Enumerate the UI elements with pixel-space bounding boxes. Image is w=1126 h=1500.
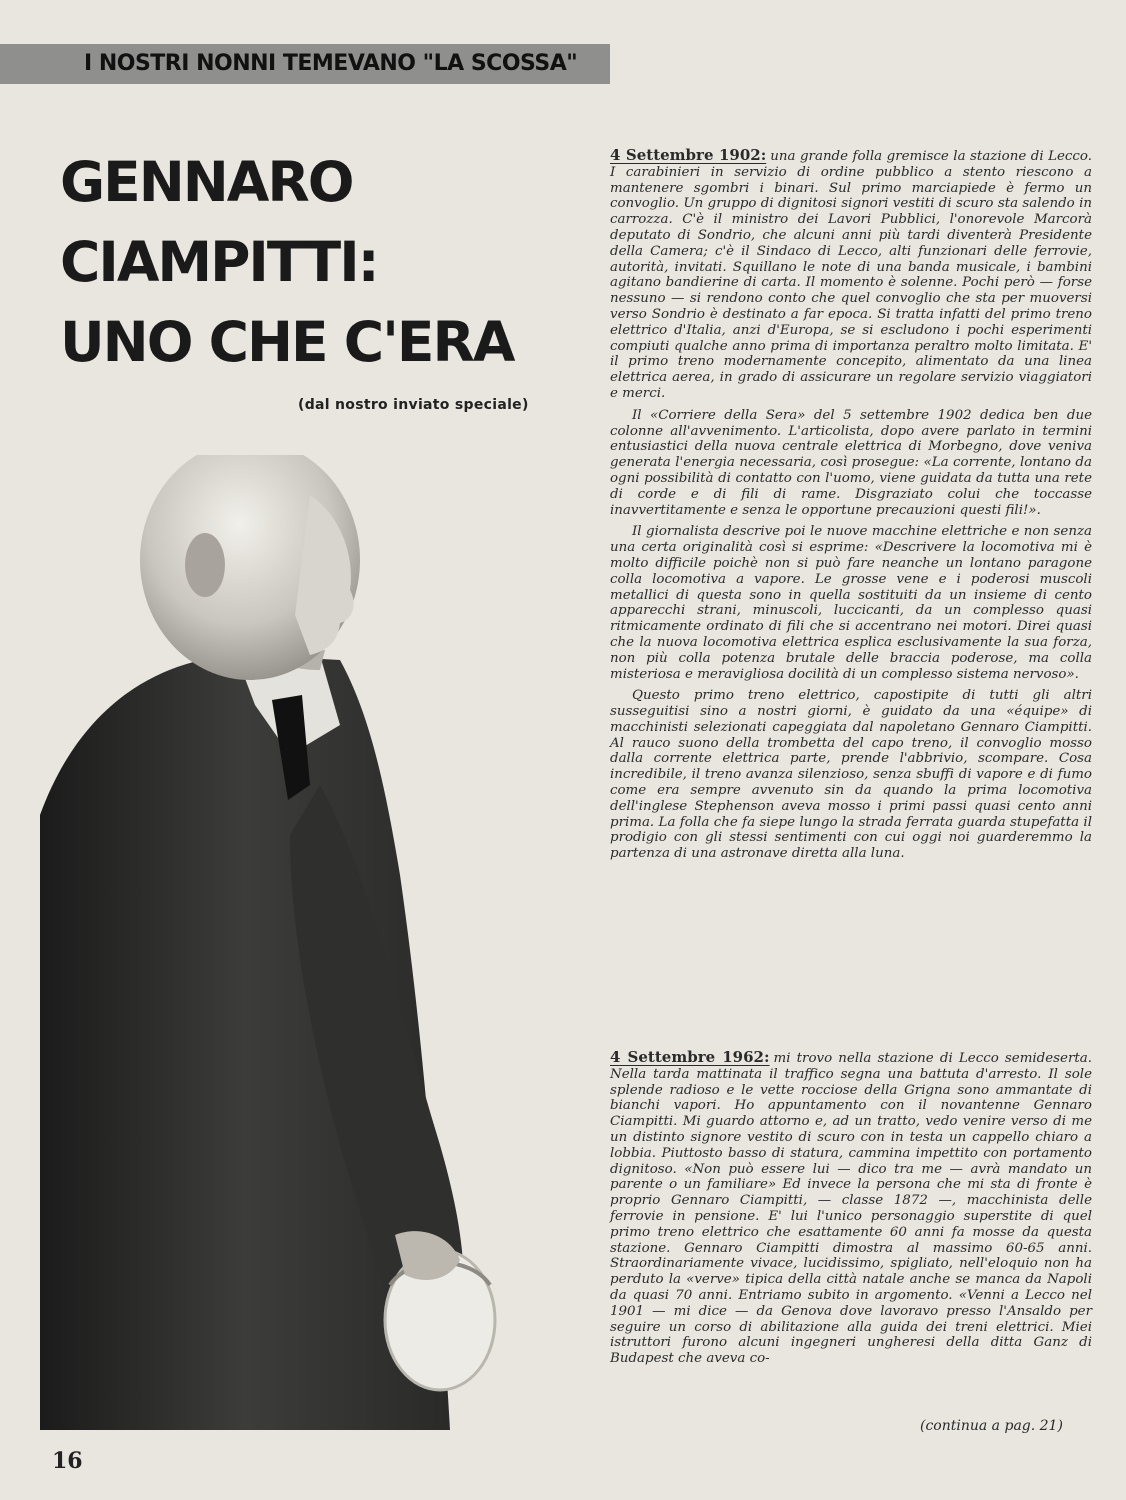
article-paragraph [610, 148, 1092, 402]
paragraph-text: una grande folla gremisce la stazione di Lecco. I carabinieri in servizio di ordine pubblico a stento riescono a mantenere sgombri i binari. Sul primo marciapiede è fermo un convoglio. Un gruppo di dignitosi signori vestiti di scuro sta salendo in carrozza. C'è il ministro dei Lavori Pubblici, l'onorevole Marcorà deputato di Sondrio, che alcuni anni più tardi diventerà Presidente della Camera; c'è il Sindaco di Lecco, alti funzionari delle ferrovie, autorità, invitati. Squillano le note di una banda musicale, i bambini agitano bandierine di carta. Il momento è solenne. Pochi però — forse nessuno — si rendono conto che quel convoglio che sta per muoversi verso Sondrio è destinato a far epoca. Si tratta infatti del primo treno elettrico d'Italia, anzi d'Europa, se si escludono i pochi esperimenti compiuti qualche anno prima di importanza peraltro molto limitata. E' il primo treno modernamente concepito, alimentato da una linea elettrica aerea, in grado di assicurare un regolare servizio viaggiatori e merci. [610, 149, 1092, 401]
article-section-1902 [610, 148, 1092, 868]
article-paragraph [610, 1050, 1092, 1367]
headline [60, 142, 580, 382]
dateline-1962: 4 Settembre 1962: [610, 1048, 770, 1066]
headline-line-2: CIAMPITTI: [60, 230, 378, 294]
headline-line-1: GENNARO [60, 150, 353, 214]
byline: (dal nostro inviato speciale) [298, 397, 529, 413]
dateline-1902: 4 Settembre 1902: [610, 146, 767, 164]
article-paragraph: Il «Corriere della Sera» del 5 settembre 1902 dedica ben due colonne all'avvenimento. L'articolista, dopo avere parlato in termini entusiastici della nuova centrale elettrica di Morbegno, dove veniva generata l'energia necessaria, così prosegue: «La corrente, lontano da ogni possibilità di contatto con l'uomo, viene guidata da tutta una rete di corde e di fili di rame. Disgraziato colui che toccasse inavvertitamente e senza le opportune precauzioni questi fili!». [610, 407, 1092, 518]
article-paragraph: Il giornalista descrive poi le nuove macchine elettriche e non senza una certa originalità così si esprime: «Descrivere la locomotiva mi è molto difficile poichè non si può fare neanche un lontano paragone colla locomotiva a vapore. Le grosse vene e i poderosi muscoli metallici di questa sono in quella sostituiti da un insieme di cento apparecchi strani, minuscoli, luccicanti, da un complesso quasi ritmicamente ordinato di fili che si accentrano nei motori. Direi quasi che la nuova locomotiva elettrica esplica esclusivamente la sua forza, non più colla potenza brutale delle braccia poderose, ma colla misteriosa e meravigliosa docilità di un complesso sistema nervoso». [610, 524, 1092, 682]
portrait-photo [40, 455, 580, 1430]
article-section-1962 [610, 1050, 1092, 1373]
continued-note: (continua a pag. 21) [920, 1418, 1063, 1434]
headline-line-3: UNO CHE C'ERA [60, 310, 514, 374]
paragraph-text: mi trovo nella stazione di Lecco semideserta. Nella tarda mattinata il traffico segna una battuta d'arresto. Il sole splende radioso e le vette rocciose della Grigna sono ammantate di bianchi vapori. Ho appuntamento con il novantenne Gennaro Ciampitti. Mi guardo attorno e, ad un tratto, vedo venire verso di me un distinto signore vestito di scuro con in testa un cappello chiaro a lobbia. Piuttosto basso di statura, cammina impettito con portamento dignitoso. «Non può essere lui — dico tra me — avrà mandato un parente o un familiare» Ed invece la persona che mi sta di fronte è proprio Gennaro Ciampitti, — classe 1872 —, macchinista delle ferrovie in pensione. E' lui l'unico personaggio superstite di quel primo treno elettrico che esattamente 60 anni fa mosse da questa stazione. Gennaro Ciampitti dimostra al massimo 60-65 anni. Straordinariamente vivace, lucidissimo, spigliato, nell'eloquio non ha perduto la «verve» tipica della città natale anche se manca da Napoli da quasi 70 anni. Entriamo subito in argomento. «Venni a Lecco nel 1901 — mi dice — da Genova dove lavoravo presso l'Ansaldo per seguire un corso di abilitazione alla guida dei treni elettrici. Miei istruttori furono alcuni ingegneri ungheresi della ditta Ganz di Budapest che aveva co- [610, 1051, 1092, 1367]
page-number: 16 [52, 1448, 83, 1474]
section-kicker: I NOSTRI NONNI TEMEVANO "LA SCOSSA" [0, 44, 610, 84]
article-paragraph: Questo primo treno elettrico, capostipite di tutti gli altri susseguitisi sino a nostri giorni, è guidato da una «équipe» di macchinisti selezionati capeggiata dal napoletano Gennaro Ciampitti. Al rauco suono della trombetta del capo treno, il convoglio mosso dalla corrente elettrica parte, prende l'abbrivio, scompare. Cosa incredibile, il treno avanza silenzioso, senza sbuffi di vapore e di fumo come era sempre avvenuto sin da quando la prima locomotiva dell'inglese Stephenson aveva mosso i primi passi quasi cento anni prima. La folla che fa siepe lungo la strada ferrata guarda stupefatta il prodigio con gli stessi sentimenti con cui oggi noi guarderemmo la partenza di una astronave diretta alla luna. [610, 688, 1092, 862]
